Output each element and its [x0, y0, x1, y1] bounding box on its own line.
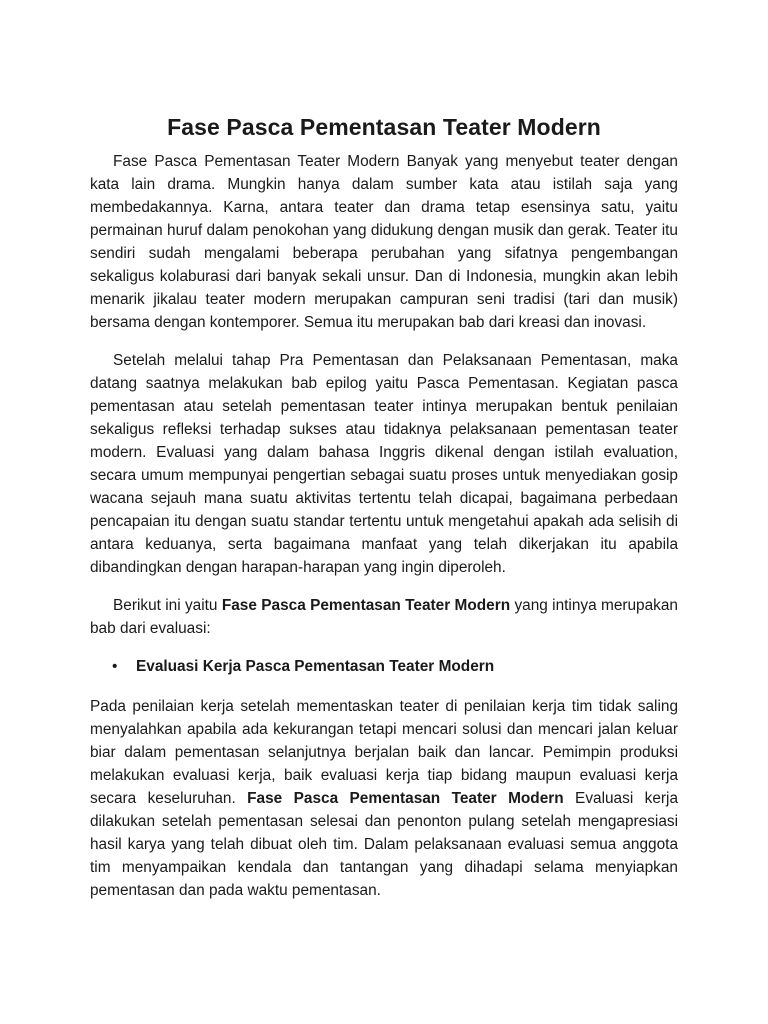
paragraph-work-evaluation-bold: Fase Pasca Pementasan Teater Modern [247, 790, 564, 807]
paragraph-list-intro-bold: Fase Pasca Pementasan Teater Modern [221, 597, 511, 614]
document-page [90, 112, 678, 917]
paragraph-list-intro [90, 594, 678, 640]
document-title: Fase Pasca Pementasan Teater Modern [167, 114, 601, 140]
paragraph-work-evaluation-pre: Pada penilaian kerja setelah mementaskan teater di penilaian kerja tim tidak saling menyalahkan apabila ada kekurangan tetapi mencari solusi dan mencari jalan keluar biar dalam pementasan selanjutnya berjalan baik dan lancar. Pemimpin produksi melakukan evaluasi kerja, baik evaluasi kerja tiap bidang maupun evaluasi kerja secara keseluruhan. [90, 698, 678, 807]
paragraph-list-intro-pre: Berikut ini yaitu [113, 597, 222, 614]
paragraph-evaluation-definition: Setelah melalui tahap Pra Pementasan dan Pelaksanaan Pementasan, maka datang saatnya melakukan bab epilog yaitu Pasca Pementasan. Kegiatan pasca pementasan atau setelah pementasan teater intinya merupakan bentuk penilaian sekaligus refleksi terhadap sukses atau tidaknya pelaksanaan pementasan teater modern. Evaluasi yang dalam bahasa Inggris dikenal dengan istilah evaluation, secara umum mempunyai pengertian sebagai suatu proses untuk menyediakan gosip wacana sejauh mana suatu aktivitas tertentu telah dicapai, bagaimana perbedaan pencapaian itu dengan suatu standar tertentu untuk mengetahui apakah ada selisih di antara keduanya, serta bagaimana manfaat yang telah dikerjakan itu apabila dibandingkan dengan harapan-harapan yang ingin diperoleh. [90, 352, 678, 576]
paragraph-work-evaluation [90, 695, 678, 902]
bullet-list-item [90, 655, 678, 678]
bullet-heading: Evaluasi Kerja Pasca Pementasan Teater Modern [136, 658, 495, 675]
paragraph-intro: Fase Pasca Pementasan Teater Modern Banyak yang menyebut teater dengan kata lain drama. Mungkin hanya dalam sumber kata atau istilah saja yang membedakannya. Karna, antara teater dan drama tetap esensinya satu, yaitu permainan huruf dalam penokohan yang didukung dengan musik dan gerak. Teater itu sendiri sudah mengalami beberapa perubahan yang sifatnya pengembangan sekaligus kolaburasi dari banyak sekali unsur. Dan di Indonesia, mungkin akan lebih menarik jikalau teater modern merupakan campuran seni tradisi (tari dan musik) bersama dengan kontemporer. Semua itu merupakan bab dari kreasi dan inovasi. [90, 153, 678, 331]
bullet-icon: • [112, 658, 118, 675]
paragraph-work-evaluation-post: Evaluasi kerja dilakukan setelah pementasan selesai dan penonton pulang setelah mengapresiasi hasil karya yang telah dibuat oleh tim. Dalam pelaksanaan evaluasi semua anggota tim menyampaikan kendala dan tantangan yang dihadapi selama menyiapkan pementasan dan pada waktu pementasan. [90, 790, 678, 899]
paragraph-list-intro-post: yang intinya merupakan bab dari evaluasi: [90, 597, 678, 637]
